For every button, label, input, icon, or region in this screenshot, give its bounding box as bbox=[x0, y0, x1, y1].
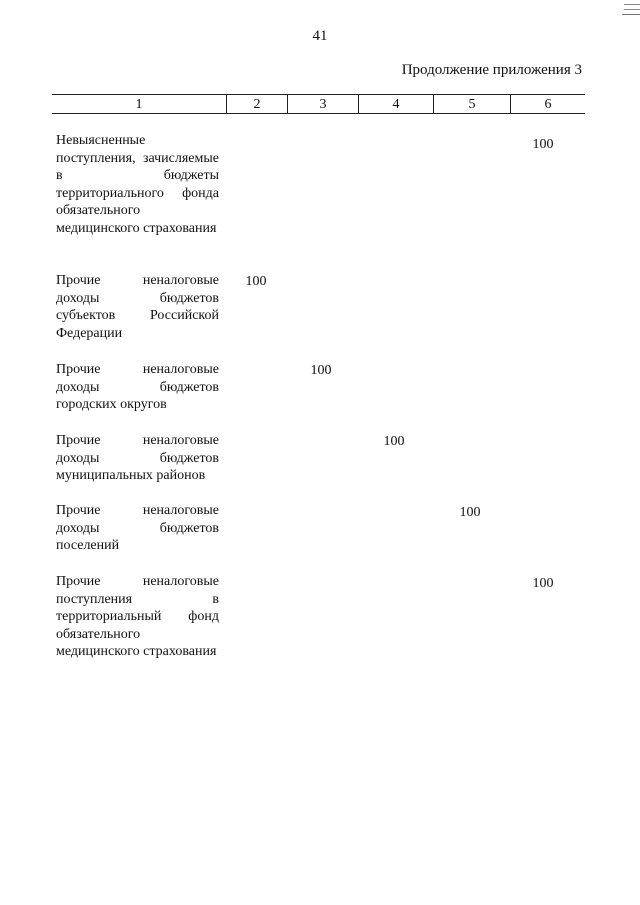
row-label-unclarified-receipts: Невыясненные поступления, зачисляемые в бюджеты территориального фонда обязательного медицинского страхования bbox=[56, 133, 219, 236]
page-number: 41 bbox=[312, 28, 328, 44]
row-label-city-districts: Прочие неналоговые доходы бюджетов городских округов bbox=[56, 362, 219, 412]
column-header-table bbox=[52, 94, 585, 114]
column-header-3: 3 bbox=[288, 95, 359, 114]
column-header-6: 6 bbox=[511, 95, 586, 114]
row-value-municipal-districts: 100 bbox=[383, 434, 405, 449]
column-header-1: 1 bbox=[52, 95, 227, 114]
row-value-territorial-fund: 100 bbox=[532, 576, 554, 591]
corner-scan-mark bbox=[622, 0, 640, 15]
row-value-unclarified-receipts: 100 bbox=[532, 137, 554, 152]
row-label-municipal-districts: Прочие неналоговые доходы бюджетов муниципальных районов bbox=[56, 433, 219, 483]
row-value-settlements: 100 bbox=[459, 505, 481, 520]
row-label-subjects-rf: Прочие неналоговые доходы бюджетов субъектов Российской Федерации bbox=[56, 273, 219, 341]
row-value-subjects-rf: 100 bbox=[245, 274, 267, 289]
row-label-settlements: Прочие неналоговые доходы бюджетов поселений bbox=[56, 503, 219, 553]
column-header-4: 4 bbox=[359, 95, 434, 114]
column-header-row bbox=[52, 95, 585, 114]
column-header-5: 5 bbox=[434, 95, 511, 114]
column-header-2: 2 bbox=[227, 95, 288, 114]
appendix-continuation-note: Продолжение приложения 3 bbox=[401, 62, 582, 78]
row-label-territorial-fund: Прочие неналоговые поступления в территориальный фонд обязательного медицинского страхования bbox=[56, 574, 219, 659]
row-value-city-districts: 100 bbox=[310, 363, 332, 378]
